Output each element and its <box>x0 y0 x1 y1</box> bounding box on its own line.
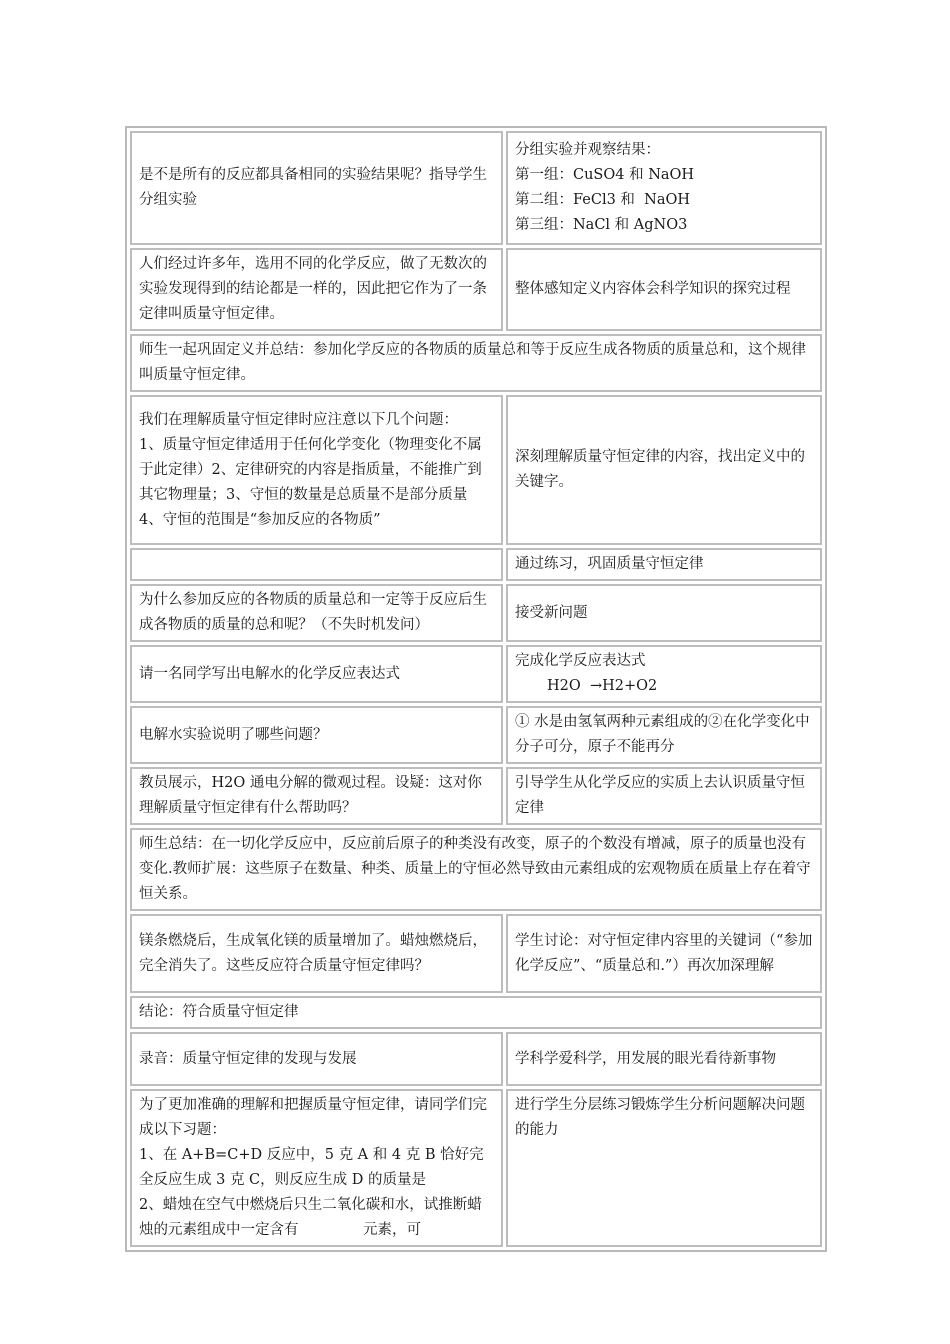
chemical-equation: H2O →H2+O2 <box>547 678 658 694</box>
cell-text: 为什么参加反应的各物质的质量总和一定等于反应后生成各物质的质量的总和呢？（不失时机发问） <box>139 592 487 633</box>
teacher-activity-cell <box>130 248 503 331</box>
teacher-activity-cell <box>130 584 503 642</box>
teacher-activity-cell <box>130 645 503 703</box>
table-row <box>130 706 822 764</box>
cell-text: 师生总结：在一切化学反应中，反应前后原子的种类没有改变，原子的个数没有增减，原子的质量也没有变化.教师扩展：这些原子在数量、种类、质量上的守恒必然导致由元素组成的宏观物质在质量上存在着守恒关系。 <box>139 836 811 902</box>
teacher-activity-cell <box>130 395 503 545</box>
cell-text: 整体感知定义内容体会科学知识的探究过程 <box>515 281 791 297</box>
cell-text: 接受新问题 <box>515 604 588 621</box>
cell-line: 完成化学反应表达式 <box>515 653 646 669</box>
table-row <box>130 767 822 825</box>
cell-text: 进行学生分层练习锻炼学生分析问题解决问题的能力 <box>515 1097 805 1138</box>
cell-text: 学科学爱科学，用发展的眼光看待新事物 <box>515 1050 776 1067</box>
teacher-activity-cell <box>130 1032 503 1086</box>
teacher-activity-cell <box>130 706 503 764</box>
cell-text: 教员展示，H2O 通电分解的微观过程。设疑：这对你理解质量守恒定律有什么帮助吗？ <box>139 775 482 816</box>
teacher-activity-cell <box>130 131 503 245</box>
student-activity-cell <box>506 706 822 764</box>
student-activity-cell <box>506 584 822 642</box>
student-activity-cell <box>506 548 822 581</box>
table-row <box>130 548 822 581</box>
teacher-activity-cell <box>130 767 503 825</box>
cell-text: 电解水实验说明了哪些问题？ <box>139 726 328 743</box>
teacher-activity-cell <box>130 914 503 993</box>
conclusion-cell <box>130 996 822 1029</box>
table-row <box>130 996 822 1029</box>
summary-cell <box>130 828 822 911</box>
table-row <box>130 131 822 245</box>
cell-text: 结论：符合质量守恒定律 <box>139 1004 299 1020</box>
student-activity-cell <box>506 1032 822 1086</box>
cell-line: 分组实验并观察结果： <box>515 142 660 158</box>
student-activity-cell <box>506 767 822 825</box>
cell-text: 镁条燃烧后，生成氧化镁的质量增加了。蜡烛燃烧后，完全消失了。这些反应符合质量守恒定律吗？ <box>139 932 487 974</box>
cell-line: 第二组：FeCl3 和 NaOH <box>515 192 690 208</box>
table-row <box>130 584 822 642</box>
table-row <box>130 1089 822 1247</box>
cell-line: 1、在 A+B=C+D 反应中，5 克 A 和 4 克 B 恰好完全反应生成 3 克 C，则反应生成 D 的质量是 <box>139 1147 484 1188</box>
table-row <box>130 645 822 703</box>
student-activity-cell <box>506 645 822 703</box>
cell-line: 第一组：CuSO4 和 NaOH <box>515 167 695 183</box>
cell-text: ① 水是由氢氧两种元素组成的②在化学变化中分子可分，原子不能再分 <box>515 714 810 755</box>
cell-text: 人们经过许多年，选用不同的化学反应，做了无数次的实验发现得到的结论都是一样的，因此把它作为了一条定律叫质量守恒定律。 <box>139 256 487 322</box>
student-activity-cell <box>506 914 822 993</box>
table-row <box>130 248 822 331</box>
cell-line: 2、蜡烛在空气中燃烧后只生二氧化碳和水，试推断蜡烛的元素组成中一定含有 元素，可 <box>139 1197 482 1238</box>
cell-line: 我们在理解质量守恒定律时应注意以下几个问题： <box>139 411 458 428</box>
student-activity-cell <box>506 131 822 245</box>
cell-text: 请一名同学写出电解水的化学反应表达式 <box>139 665 400 682</box>
teacher-activity-cell <box>130 1089 503 1247</box>
lesson-table <box>125 126 827 1252</box>
cell-line: 第三组：NaCl 和 AgNO3 <box>515 217 688 233</box>
cell-text: 是不是所有的反应都具备相同的实验结果呢？指导学生分组实验 <box>139 167 487 208</box>
cell-text: 学生讨论：对守恒定律内容里的关键词（“参加化学反应”、“质量总和.”）再次加深理解 <box>515 932 813 974</box>
table-row <box>130 395 822 545</box>
cell-text: 引导学生从化学反应的实质上去认识质量守恒定律 <box>515 775 805 816</box>
teacher-activity-cell <box>130 548 503 581</box>
cell-text: 录音：质量守恒定律的发现与发展 <box>139 1050 357 1067</box>
cell-text: 通过练习，巩固质量守恒定律 <box>515 556 704 572</box>
table-row <box>130 914 822 993</box>
table-row <box>130 334 822 392</box>
cell-line: 1、质量守恒定律适用于任何化学变化（物理变化不属于此定律）2、定律研究的内容是指质量，不能推广到其它物理量；3、守恒的数量是总质量不是部分质量 4、守恒的范围是“参加反应的各物质” <box>139 436 482 528</box>
summary-cell <box>130 334 822 392</box>
student-activity-cell <box>506 248 822 331</box>
table-row <box>130 1032 822 1086</box>
cell-text: 深刻理解质量守恒定律的内容，找出定义中的关键字。 <box>515 449 805 490</box>
cell-text: 师生一起巩固定义并总结：参加化学反应的各物质的质量总和等于反应生成各物质的质量总和，这个规律叫质量守恒定律。 <box>139 342 806 383</box>
cell-line: 为了更加准确的理解和把握质量守恒定律，请同学们完成以下习题： <box>139 1097 487 1138</box>
student-activity-cell <box>506 1089 822 1247</box>
table-row <box>130 828 822 911</box>
student-activity-cell <box>506 395 822 545</box>
